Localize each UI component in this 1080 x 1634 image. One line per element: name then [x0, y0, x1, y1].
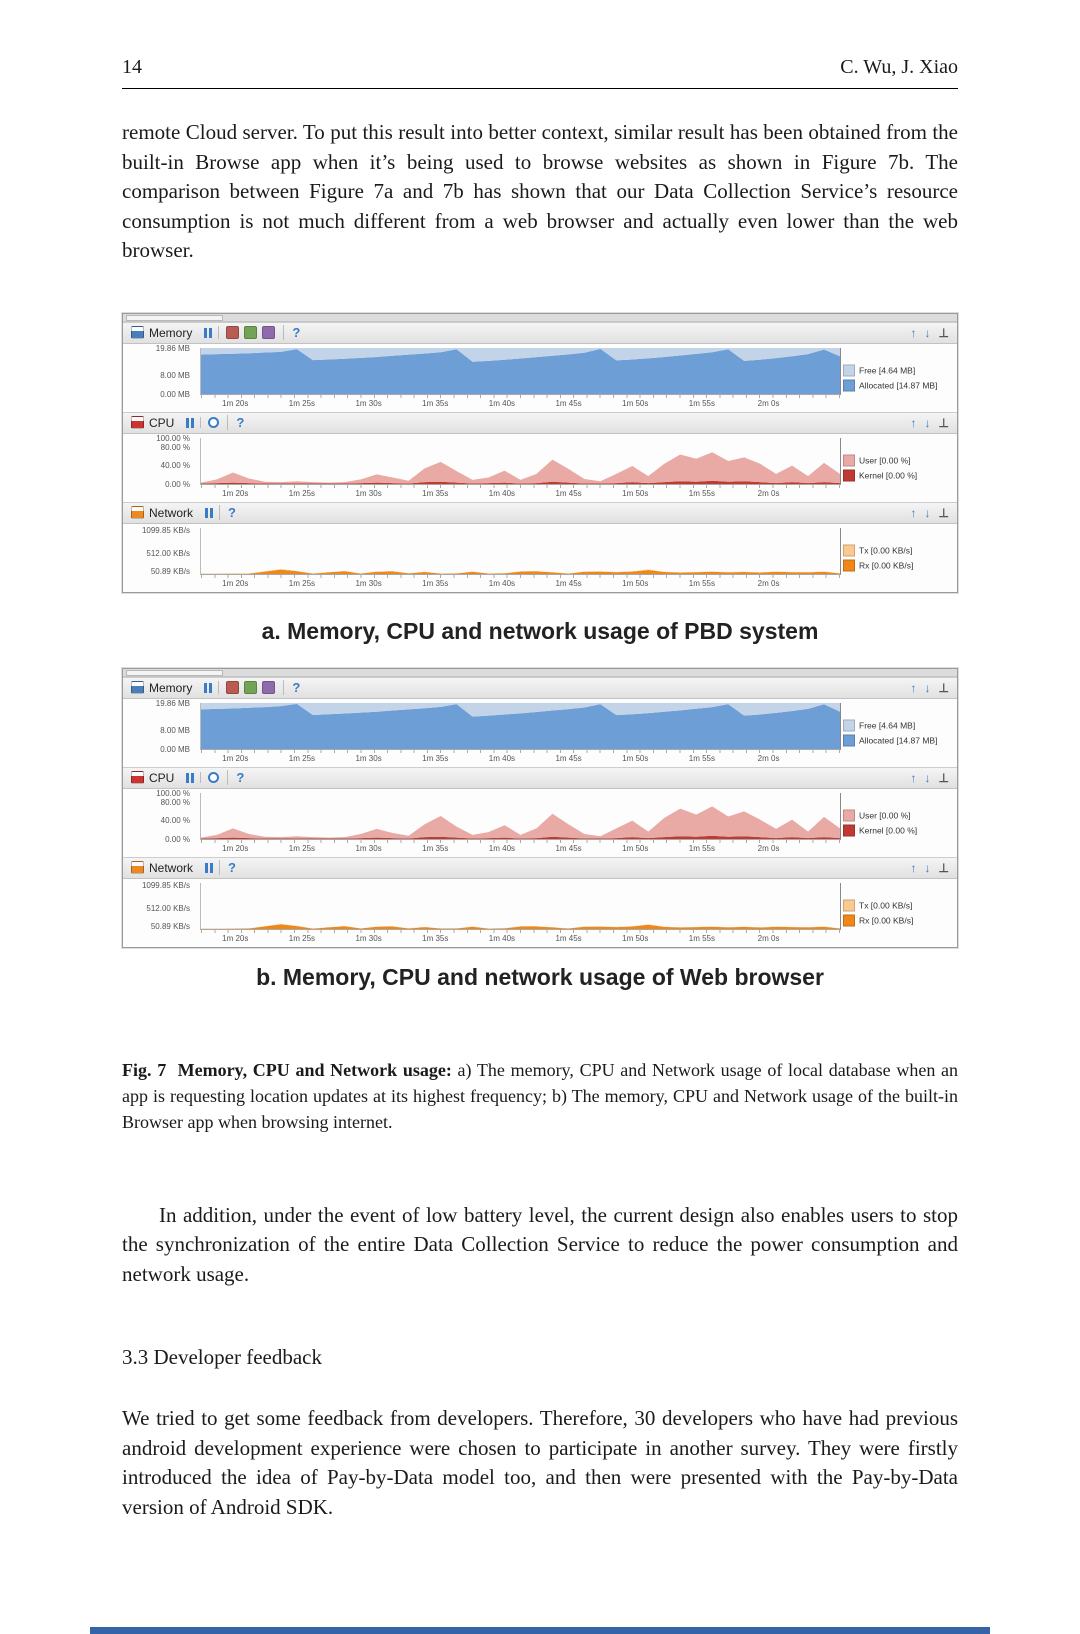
x-axis-label: 1m 55s	[688, 753, 716, 763]
x-axis-label: 1m 40s	[488, 398, 516, 408]
allocation-tracker-icon[interactable]	[262, 681, 275, 694]
y-axis-label: 0.00 %	[165, 834, 190, 844]
x-axis-label: 1m 40s	[488, 488, 516, 498]
help-icon[interactable]: ?	[283, 680, 300, 695]
x-axis-label: 1m 25s	[288, 578, 316, 588]
chart-legend	[843, 361, 953, 394]
y-axis	[123, 698, 195, 754]
move-down-icon[interactable]: ↓	[924, 860, 931, 875]
x-axis-label: 1m 40s	[488, 578, 516, 588]
x-axis-label: 1m 20s	[222, 843, 249, 853]
x-axis-label: 1m 35s	[422, 578, 449, 588]
y-axis	[123, 880, 195, 932]
x-axis-label: 1m 35s	[422, 933, 449, 943]
x-axis-label: 1m 55s	[688, 843, 716, 853]
panel-icon	[131, 326, 144, 339]
legend-item	[843, 824, 953, 836]
network-panel-host	[123, 857, 957, 947]
x-axis-label: 1m 25s	[288, 753, 316, 763]
y-axis	[123, 788, 195, 844]
y-axis	[123, 343, 195, 399]
x-axis-label: 1m 20s	[222, 753, 249, 763]
legend-swatch	[843, 824, 855, 836]
legend-item	[843, 734, 953, 746]
x-axis-label: 1m 45s	[555, 578, 582, 588]
x-axis-label: 2m 0s	[757, 398, 780, 408]
pause-icon[interactable]	[204, 683, 212, 693]
area-chart	[201, 883, 840, 929]
x-axis-label: 1m 50s	[622, 843, 649, 853]
x-axis	[200, 576, 841, 589]
collapse-icon[interactable]: ⊥	[938, 860, 949, 875]
panel-body	[123, 879, 957, 947]
x-axis-label: 2m 0s	[757, 578, 780, 588]
x-axis	[200, 931, 841, 944]
legend-item	[843, 914, 953, 926]
legend-swatch	[843, 914, 855, 926]
legend-swatch	[843, 559, 855, 571]
legend-label: Tx [0.00 KB/s]	[859, 545, 913, 555]
collapse-icon[interactable]: ⊥	[938, 770, 949, 785]
legend-item	[843, 719, 953, 731]
y-axis-label: 100.00 %	[156, 433, 190, 443]
x-axis-label: 1m 20s	[222, 398, 249, 408]
y-axis-label: 40.00 %	[160, 816, 190, 826]
legend-label: Tx [0.00 KB/s]	[859, 900, 913, 910]
y-axis-label: 1099.85 KB/s	[141, 880, 190, 890]
plot-area	[200, 528, 841, 589]
chart-plot	[200, 793, 841, 840]
paragraph-1: remote Cloud server. To put this result into better context, similar result has been obtained from the built-in Browse app when it’s being used to browse websites as shown in Figure 7b. The comparison between Figure 7a and 7b has shown that our Data Collection Service’s resource consumption is not much different from a web browser and actually even lower than the web browser.	[122, 120, 958, 262]
pause-icon[interactable]	[186, 418, 194, 428]
gc-icon[interactable]	[226, 681, 239, 694]
allocation-tracker-icon[interactable]	[262, 326, 275, 339]
x-axis-label: 1m 20s	[222, 933, 249, 943]
panel-title: CPU	[149, 415, 175, 430]
y-axis-label: 0.00 MB	[160, 744, 190, 754]
collapse-icon[interactable]: ⊥	[938, 415, 949, 430]
plot-area	[200, 703, 841, 764]
subcaption-a: a. Memory, CPU and network usage of PBD system	[261, 617, 819, 644]
area-chart	[201, 528, 840, 574]
x-axis-label: 1m 45s	[555, 933, 582, 943]
move-down-icon[interactable]: ↓	[924, 770, 931, 785]
dump-hprof-icon[interactable]	[244, 326, 257, 339]
chart-plot	[200, 348, 841, 395]
x-axis-label: 1m 45s	[555, 753, 582, 763]
panel-window-controls	[911, 417, 949, 429]
monitor-screenshot-a	[122, 313, 958, 593]
legend-label: Kernel [0.00 %]	[859, 825, 918, 835]
area-chart	[201, 703, 840, 749]
x-axis-label: 2m 0s	[757, 933, 780, 943]
legend-swatch	[843, 899, 855, 911]
panel-icon	[131, 681, 144, 694]
x-axis-label: 1m 50s	[622, 933, 649, 943]
legend-label: Rx [0.00 KB/s]	[859, 915, 914, 925]
x-axis-label: 1m 20s	[222, 578, 249, 588]
help-icon[interactable]: ?	[219, 860, 236, 875]
x-axis-label: 1m 40s	[488, 933, 516, 943]
move-down-icon[interactable]: ↓	[924, 505, 931, 520]
legend-swatch	[843, 469, 855, 481]
y-axis-label: 50.89 KB/s	[150, 567, 190, 577]
monitor-panel	[123, 677, 957, 767]
help-icon[interactable]: ?	[219, 505, 236, 520]
scrollbar-thumb[interactable]	[126, 315, 223, 321]
legend-label: Kernel [0.00 %]	[859, 470, 918, 480]
x-axis	[200, 841, 841, 854]
legend-item	[843, 809, 953, 821]
memory-panel-host	[123, 677, 957, 767]
panel-body	[123, 699, 957, 767]
y-axis	[123, 433, 195, 489]
help-icon[interactable]: ?	[227, 770, 244, 785]
legend-label: User [0.00 %]	[859, 455, 911, 465]
legend-item	[843, 364, 953, 376]
x-axis	[200, 396, 841, 409]
chart-legend	[843, 896, 953, 929]
legend-swatch	[843, 454, 855, 466]
move-up-icon[interactable]: ↑	[910, 325, 917, 340]
monitor-panel	[123, 502, 957, 592]
chart-plot	[200, 528, 841, 575]
paragraph-3: We tried to get some feedback from developers. Therefore, 30 developers who have had previous android development experience were chosen to participate in another survey. They were firstly introduced the idea of Pay-by-Data model too, and then were presented with the Pay-by-Data version of Android SDK.	[122, 1406, 958, 1519]
chart-legend	[843, 541, 953, 574]
x-axis-label: 1m 55s	[688, 578, 716, 588]
move-down-icon[interactable]: ↓	[924, 415, 931, 430]
panel-icon	[131, 861, 144, 874]
x-axis-label: 1m 40s	[488, 843, 516, 853]
y-axis-label: 100.00 %	[156, 788, 190, 798]
monitor-panel	[123, 857, 957, 947]
chart-plot	[200, 703, 841, 750]
section-heading: 3.3 Developer feedback	[122, 1345, 322, 1369]
x-axis-label: 1m 45s	[555, 843, 582, 853]
chart-plot	[200, 438, 841, 485]
panel-window-controls	[911, 682, 949, 694]
network-panel-host	[123, 502, 957, 592]
panel-icon	[131, 416, 144, 429]
running-head-authors: C. Wu, J. Xiao	[840, 56, 958, 78]
figure-caption-text: a) The memory, CPU and Network usage of local database when an app is requesting location updates at its highest frequency; b) The memory, CPU and Network usage of the built-in Browser app when browsing internet.	[122, 1059, 959, 1132]
plot-area	[200, 883, 841, 944]
move-up-icon[interactable]: ↑	[910, 680, 917, 695]
header-rule	[122, 88, 958, 89]
page-number: 14	[122, 56, 142, 78]
x-axis-label: 1m 50s	[622, 398, 649, 408]
x-axis-label: 1m 50s	[622, 753, 649, 763]
legend-swatch	[843, 734, 855, 746]
x-axis-label: 1m 45s	[555, 398, 582, 408]
clock-icon[interactable]	[208, 772, 219, 783]
bottom-blue-bar	[90, 1627, 990, 1634]
figure-caption-bold: Memory, CPU and Network usage:	[177, 1059, 452, 1080]
legend-item	[843, 899, 953, 911]
move-up-icon[interactable]: ↑	[910, 770, 917, 785]
legend-item	[843, 544, 953, 556]
x-axis-label: 1m 55s	[688, 933, 716, 943]
legend-swatch	[843, 379, 855, 391]
y-axis-label: 80.00 %	[160, 797, 190, 807]
pause-icon[interactable]	[186, 773, 194, 783]
memory-panel-host	[123, 322, 957, 412]
panel-header	[123, 767, 957, 789]
area-chart	[201, 438, 840, 484]
legend-label: Free [4.64 MB]	[859, 365, 916, 375]
x-axis-label: 1m 50s	[622, 578, 649, 588]
plot-area	[200, 348, 841, 409]
panel-body	[123, 524, 957, 592]
running-head	[122, 56, 958, 79]
collapse-icon[interactable]: ⊥	[938, 325, 949, 340]
panel-window-controls	[911, 772, 949, 784]
collapse-icon[interactable]: ⊥	[938, 680, 949, 695]
panel-title: Memory	[149, 325, 193, 340]
x-axis-label: 1m 30s	[355, 398, 382, 408]
panel-header	[123, 502, 957, 524]
legend-item	[843, 379, 953, 391]
y-axis-label: 0.00 MB	[160, 389, 190, 399]
panel-title: Memory	[149, 680, 193, 695]
y-axis-label: 1099.85 KB/s	[141, 525, 190, 535]
y-axis-label: 512.00 KB/s	[146, 548, 190, 558]
legend-label: Rx [0.00 KB/s]	[859, 560, 914, 570]
legend-item	[843, 454, 953, 466]
help-icon[interactable]: ?	[227, 415, 244, 430]
y-axis-label: 19.86 MB	[155, 343, 190, 353]
pause-icon[interactable]	[205, 508, 213, 518]
legend-swatch	[843, 544, 855, 556]
y-axis-label: 8.00 MB	[160, 370, 190, 380]
legend-label: User [0.00 %]	[859, 810, 911, 820]
dump-hprof-icon[interactable]	[244, 681, 257, 694]
move-up-icon[interactable]: ↑	[910, 415, 917, 430]
x-axis-label: 1m 25s	[288, 933, 316, 943]
panel-toolbar	[218, 681, 280, 694]
panel-title: Network	[149, 505, 194, 520]
chart-legend	[843, 806, 953, 839]
x-axis-label: 2m 0s	[757, 753, 780, 763]
panel-title: CPU	[149, 770, 175, 785]
x-axis-label: 1m 35s	[422, 843, 449, 853]
legend-swatch	[843, 809, 855, 821]
x-axis-label: 1m 30s	[355, 578, 382, 588]
legend-label: Allocated [14.87 MB]	[859, 735, 938, 745]
panel-body	[123, 344, 957, 412]
panel-icon	[131, 506, 144, 519]
x-axis-label: 1m 40s	[488, 753, 516, 763]
y-axis-label: 80.00 %	[160, 442, 190, 452]
clock-icon[interactable]	[208, 417, 219, 428]
x-axis-label: 1m 30s	[355, 488, 382, 498]
move-down-icon[interactable]: ↓	[924, 680, 931, 695]
cpu-panel-host	[123, 412, 957, 502]
x-axis-label: 1m 25s	[288, 488, 316, 498]
y-axis-label: 19.86 MB	[155, 698, 190, 708]
monitor-panel	[123, 412, 957, 502]
monitor-screenshot-b	[122, 668, 958, 948]
legend-label: Allocated [14.87 MB]	[859, 380, 938, 390]
chart-legend	[843, 451, 953, 484]
pause-icon[interactable]	[205, 863, 213, 873]
collapse-icon[interactable]: ⊥	[938, 505, 949, 520]
area-chart	[201, 793, 840, 839]
move-up-icon[interactable]: ↑	[910, 860, 917, 875]
x-axis-label: 2m 0s	[757, 843, 780, 853]
panel-header	[123, 677, 957, 699]
gc-icon[interactable]	[226, 326, 239, 339]
panel-window-controls	[911, 862, 949, 874]
y-axis-label: 0.00 %	[165, 479, 190, 489]
move-up-icon[interactable]: ↑	[910, 505, 917, 520]
panel-header	[123, 322, 957, 344]
panel-header	[123, 857, 957, 879]
panel-body	[123, 789, 957, 857]
paragraph-2: In addition, under the event of low battery level, the current design also enables users to stop the synchronization of the entire Data Collection Service to reduce the power consumption and network usage.	[122, 1202, 958, 1286]
scrollbar-thumb[interactable]	[126, 670, 223, 676]
x-axis-label: 1m 35s	[422, 753, 449, 763]
panel-toolbar	[218, 326, 280, 339]
panel-window-controls	[911, 327, 949, 339]
plot-area	[200, 793, 841, 854]
x-axis-label: 1m 25s	[288, 398, 316, 408]
horizontal-scrollbar[interactable]	[123, 669, 957, 677]
x-axis-label: 1m 30s	[355, 753, 382, 763]
legend-item	[843, 559, 953, 571]
x-axis-label: 2m 0s	[757, 488, 780, 498]
y-axis-label: 40.00 %	[160, 461, 190, 471]
x-axis-label: 1m 30s	[355, 843, 382, 853]
x-axis-label: 1m 20s	[222, 488, 249, 498]
x-axis	[200, 751, 841, 764]
x-axis-label: 1m 55s	[688, 488, 716, 498]
legend-swatch	[843, 364, 855, 376]
legend-item	[843, 469, 953, 481]
monitor-panel	[123, 322, 957, 412]
x-axis-label: 1m 35s	[422, 398, 449, 408]
pause-icon[interactable]	[204, 328, 212, 338]
subcaption-b: b. Memory, CPU and network usage of Web browser	[256, 963, 824, 990]
panel-window-controls	[911, 507, 949, 519]
panel-icon	[131, 771, 144, 784]
y-axis-label: 8.00 MB	[160, 725, 190, 735]
chart-legend	[843, 716, 953, 749]
y-axis-label: 512.00 KB/s	[146, 903, 190, 913]
x-axis-label: 1m 45s	[555, 488, 582, 498]
panel-toolbar	[200, 772, 224, 783]
x-axis-label: 1m 30s	[355, 933, 382, 943]
legend-swatch	[843, 719, 855, 731]
help-icon[interactable]: ?	[283, 325, 300, 340]
panel-toolbar	[200, 417, 224, 428]
area-chart	[201, 348, 840, 394]
x-axis-label: 1m 50s	[622, 488, 649, 498]
x-axis-label: 1m 55s	[688, 398, 716, 408]
chart-plot	[200, 883, 841, 930]
x-axis-label: 1m 35s	[422, 488, 449, 498]
legend-label: Free [4.64 MB]	[859, 720, 916, 730]
figure-caption-label: Fig. 7	[122, 1059, 167, 1080]
x-axis-label: 1m 25s	[288, 843, 316, 853]
panel-body	[123, 434, 957, 502]
cpu-panel-host	[123, 767, 957, 857]
horizontal-scrollbar[interactable]	[123, 314, 957, 322]
move-down-icon[interactable]: ↓	[924, 325, 931, 340]
plot-area	[200, 438, 841, 499]
monitor-panel	[123, 767, 957, 857]
figure-caption	[122, 1057, 958, 1135]
y-axis-label: 50.89 KB/s	[150, 922, 190, 932]
y-axis	[123, 525, 195, 577]
x-axis	[200, 486, 841, 499]
panel-header	[123, 412, 957, 434]
panel-title: Network	[149, 860, 194, 875]
